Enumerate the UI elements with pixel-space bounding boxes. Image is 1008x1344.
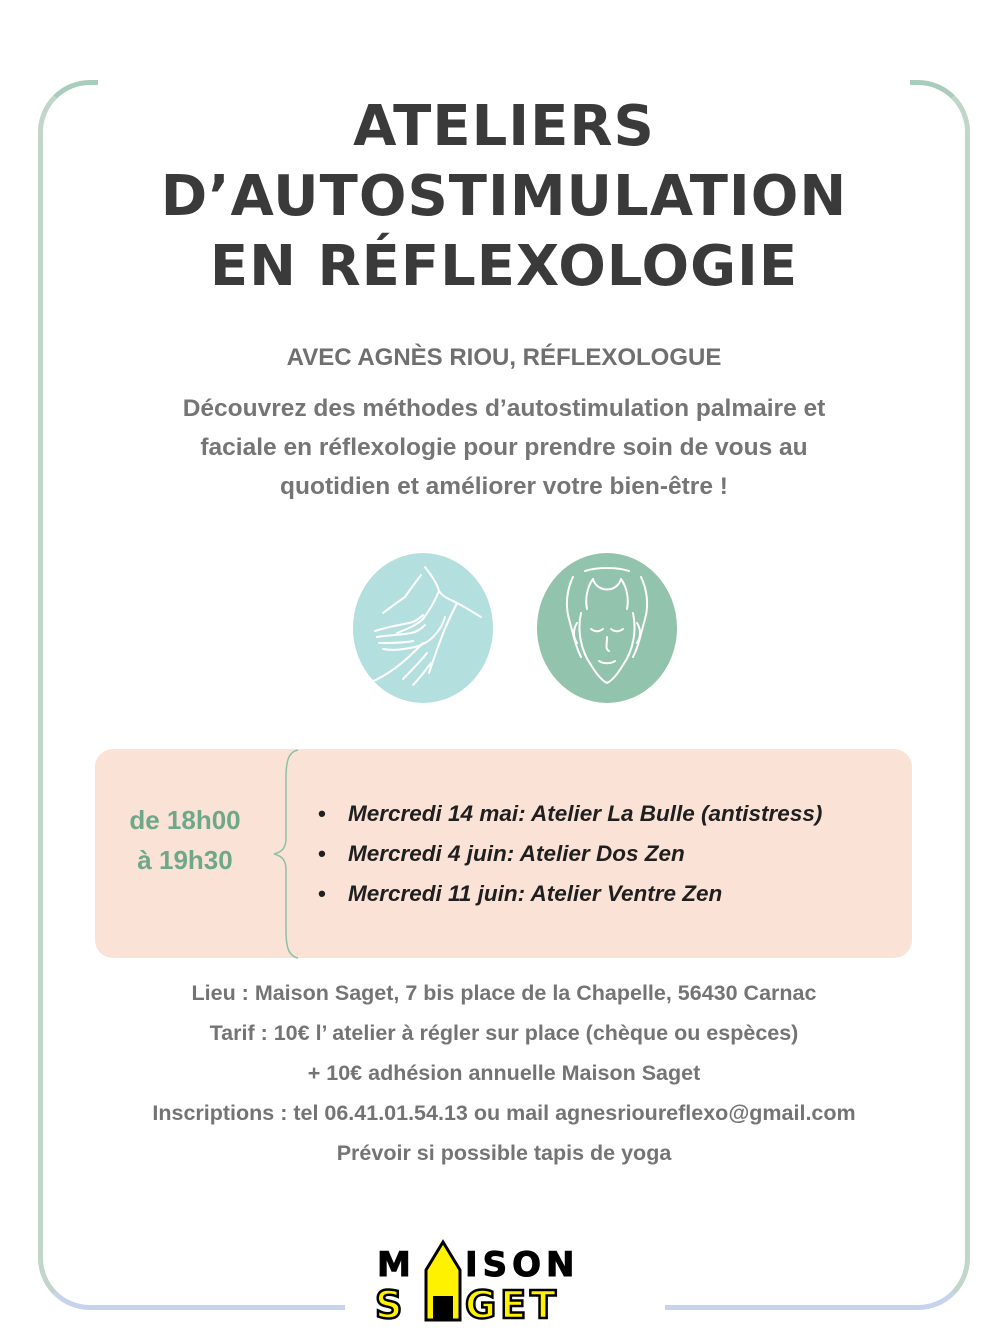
logo-letter-s: S (375, 1283, 403, 1327)
session-label: Mercredi 4 juin: Atelier Dos Zen (348, 841, 685, 866)
session-label: Mercredi 14 mai: Atelier La Bulle (antistress) (348, 801, 823, 826)
bullet: • (318, 841, 326, 866)
hands-massage-icon (353, 553, 493, 703)
time-start: de 18h00 (129, 805, 241, 835)
logo-word-get: GET (465, 1283, 561, 1327)
poster-title (60, 92, 948, 302)
description-line-1: Découvrez des méthodes d’autostimulation palmaire et (182, 395, 826, 422)
brace-divider (268, 748, 308, 960)
location-text: Lieu : Maison Saget, 7 bis place de la Chapelle, 56430 Carnac (191, 981, 817, 1005)
description (80, 389, 928, 506)
logo-word-ison: ISON (465, 1245, 580, 1285)
membership-text: + 10€ adhésion annuelle Maison Saget (307, 1061, 701, 1085)
frame-bottom-border-right (665, 1305, 915, 1310)
bullet: • (318, 801, 326, 826)
registration-text: Inscriptions : tel 06.41.01.54.13 ou mail agnesrioureflexo@gmail.com (152, 1101, 856, 1125)
list-item (318, 796, 822, 836)
title-line-1: ATELIERS (353, 94, 655, 159)
session-list (318, 796, 822, 916)
title-line-3: EN RÉFLEXOLOGIE (209, 234, 799, 299)
description-line-2: faciale en réflexologie pour prendre soin de vous au (200, 434, 808, 461)
practical-info (60, 973, 948, 1173)
face-massage-icon (537, 553, 677, 703)
time-end: à 19h30 (137, 845, 233, 875)
list-item (318, 836, 822, 876)
maison-saget-logo (373, 1238, 638, 1328)
presenter-subtitle: AVEC AGNÈS RIOU, RÉFLEXOLOGUE (286, 344, 722, 371)
note-text: Prévoir si possible tapis de yoga (336, 1141, 672, 1165)
list-item (318, 876, 822, 916)
bullet: • (318, 881, 326, 906)
description-line-3: quotidien et améliorer votre bien-être ! (280, 473, 728, 500)
session-label: Mercredi 11 juin: Atelier Ventre Zen (348, 881, 723, 906)
title-line-2: D’AUTOSTIMULATION (160, 164, 848, 229)
frame-bottom-border-left (90, 1305, 345, 1310)
logo-letter-m: M (377, 1245, 411, 1285)
time-range (95, 800, 275, 880)
price-text: Tarif : 10€ l’ atelier à régler sur place (chèque ou espèces) (209, 1021, 799, 1045)
